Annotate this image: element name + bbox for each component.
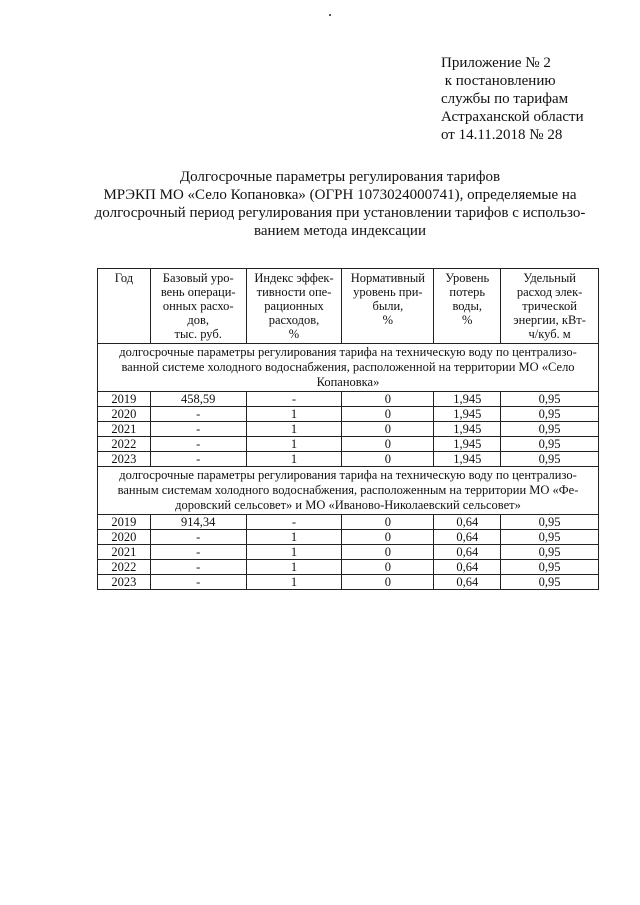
parameters-table xyxy=(97,268,599,590)
table-cell: 0,64 xyxy=(434,575,501,590)
column-header xyxy=(98,269,151,344)
table-cell: 1 xyxy=(246,530,342,545)
table-row xyxy=(98,560,599,575)
table-cell: - xyxy=(246,515,342,530)
table-cell: 0,95 xyxy=(501,515,599,530)
table-cell: 0 xyxy=(342,530,434,545)
table-cell: 458,59 xyxy=(150,392,246,407)
table-row xyxy=(98,437,599,452)
table-cell: 2022 xyxy=(98,560,151,575)
table-cell: 2021 xyxy=(98,545,151,560)
table-cell: 0 xyxy=(342,515,434,530)
column-header xyxy=(434,269,501,344)
column-header-line: Год xyxy=(114,271,134,285)
section-description-line: доровский сельсовет» и МО «Иваново-Николаевский сельсовет» xyxy=(175,498,521,512)
column-header-line: % xyxy=(462,313,473,327)
section-description-line: долгосрочные параметры регулирования тарифа на техническую воду по централизо- xyxy=(119,468,577,482)
column-header-line: трической xyxy=(522,299,577,313)
table-cell: - xyxy=(150,407,246,422)
table-cell: - xyxy=(150,545,246,560)
table-cell: 0,64 xyxy=(434,560,501,575)
table-cell: 0,95 xyxy=(501,452,599,467)
table-cell: 0 xyxy=(342,575,434,590)
table-cell: 2020 xyxy=(98,407,151,422)
appendix-line: от 14.11.2018 № 28 xyxy=(441,127,563,143)
table-cell: 0,95 xyxy=(501,422,599,437)
table-cell: 0,95 xyxy=(501,545,599,560)
table-cell: 0,95 xyxy=(501,575,599,590)
table-cell: 1 xyxy=(246,437,342,452)
table-cell: 1 xyxy=(246,575,342,590)
section-header-row xyxy=(98,344,599,392)
column-header xyxy=(501,269,599,344)
column-header-line: Базовый уро- xyxy=(162,271,234,285)
table-cell: 1,945 xyxy=(434,392,501,407)
table-cell: 0,95 xyxy=(501,407,599,422)
table-cell: 2019 xyxy=(98,392,151,407)
column-header-line: вень операци- xyxy=(160,285,236,299)
title-line: МРЭКП МО «Село Копановка» (ОГРН 1073024000741), определяемые на xyxy=(103,187,577,203)
table-cell: 0,95 xyxy=(501,530,599,545)
column-header-line: энергии, кВт- xyxy=(513,313,586,327)
table-cell: - xyxy=(246,392,342,407)
table-cell: 1,945 xyxy=(434,452,501,467)
table-row xyxy=(98,422,599,437)
column-header-line: Нормативный xyxy=(350,271,425,285)
title-line: Долгосрочные параметры регулирования тарифов xyxy=(179,169,501,185)
table-cell: 0,95 xyxy=(501,392,599,407)
column-header-line: Уровень xyxy=(445,271,490,285)
table-row xyxy=(98,452,599,467)
column-header-line: дов, xyxy=(187,313,210,327)
table-cell: - xyxy=(150,437,246,452)
section-description xyxy=(98,467,599,515)
table-cell: - xyxy=(150,575,246,590)
table-cell: 2020 xyxy=(98,530,151,545)
column-header-line: % xyxy=(288,327,300,341)
column-header-line: рационных xyxy=(264,299,324,313)
section-description-line: ванным системам холодного водоснабжения, расположенным на территории МО «Фе- xyxy=(117,483,579,497)
table-cell: 0,64 xyxy=(434,545,501,560)
column-header-line: Индекс эффек- xyxy=(254,271,334,285)
table-cell: 1,945 xyxy=(434,422,501,437)
appendix-line: Приложение № 2 xyxy=(441,55,551,71)
table-cell: 1,945 xyxy=(434,437,501,452)
document-title xyxy=(70,168,610,240)
table-cell: 914,34 xyxy=(150,515,246,530)
column-header-line: уровень при- xyxy=(353,285,423,299)
appendix-line: Астраханской области xyxy=(441,109,584,125)
table-cell: 1 xyxy=(246,560,342,575)
table-cell: 0 xyxy=(342,560,434,575)
appendix-line: службы по тарифам xyxy=(441,91,569,107)
table-cell: 0 xyxy=(342,422,434,437)
title-line: ванием метода индексации xyxy=(254,223,426,239)
table-cell: 1 xyxy=(246,545,342,560)
table-cell: 2023 xyxy=(98,575,151,590)
section-description-line: Копановка» xyxy=(316,375,380,389)
column-header xyxy=(246,269,342,344)
section-description-line: ванной системе холодного водоснабжения, расположенной на территории МО «Село xyxy=(121,360,575,374)
table-row xyxy=(98,392,599,407)
table-header-row xyxy=(98,269,599,344)
table-cell: 2023 xyxy=(98,452,151,467)
table-cell: 0 xyxy=(342,545,434,560)
table-cell: 2019 xyxy=(98,515,151,530)
table-row xyxy=(98,515,599,530)
table-row xyxy=(98,530,599,545)
column-header-line: % xyxy=(382,313,394,327)
column-header xyxy=(150,269,246,344)
section-description xyxy=(98,344,599,392)
section-header-row xyxy=(98,467,599,515)
table-cell: 1 xyxy=(246,407,342,422)
table-cell: 0,64 xyxy=(434,530,501,545)
table-cell: - xyxy=(150,422,246,437)
table-cell: 0 xyxy=(342,392,434,407)
table-cell: 0,64 xyxy=(434,515,501,530)
table-cell: 1 xyxy=(246,422,342,437)
column-header-line: были, xyxy=(372,299,404,313)
column-header-line: расход элек- xyxy=(516,285,583,299)
column-header xyxy=(342,269,434,344)
table-cell: 2022 xyxy=(98,437,151,452)
table-row xyxy=(98,407,599,422)
table-cell: 0 xyxy=(342,407,434,422)
column-header-line: потерь xyxy=(449,285,486,299)
column-header-line: онных расхо- xyxy=(162,299,234,313)
column-header-line: расходов, xyxy=(268,313,320,327)
table-cell: - xyxy=(150,530,246,545)
appendix-reference xyxy=(441,54,584,144)
table-cell: 0 xyxy=(342,437,434,452)
table-row xyxy=(98,575,599,590)
table-cell: 0 xyxy=(342,452,434,467)
table-cell: - xyxy=(150,452,246,467)
section-description-line: долгосрочные параметры регулирования тарифа на техническую воду по централизо- xyxy=(119,345,577,359)
column-header-line: ч/куб. м xyxy=(528,327,571,341)
table-cell: 1 xyxy=(246,452,342,467)
appendix-line: к постановлению xyxy=(441,73,556,89)
column-header-line: воды, xyxy=(452,299,483,313)
title-line: долгосрочный период регулирования при установлении тарифов с использо- xyxy=(94,205,586,221)
table-cell: 0,95 xyxy=(501,560,599,575)
scan-mark xyxy=(329,14,331,16)
table-cell: 0,95 xyxy=(501,437,599,452)
table-row xyxy=(98,545,599,560)
table-cell: 2021 xyxy=(98,422,151,437)
column-header-line: тивности опе- xyxy=(256,285,332,299)
column-header-line: Удельный xyxy=(523,271,576,285)
table-cell: - xyxy=(150,560,246,575)
table-cell: 1,945 xyxy=(434,407,501,422)
column-header-line: тыс. руб. xyxy=(174,327,222,341)
